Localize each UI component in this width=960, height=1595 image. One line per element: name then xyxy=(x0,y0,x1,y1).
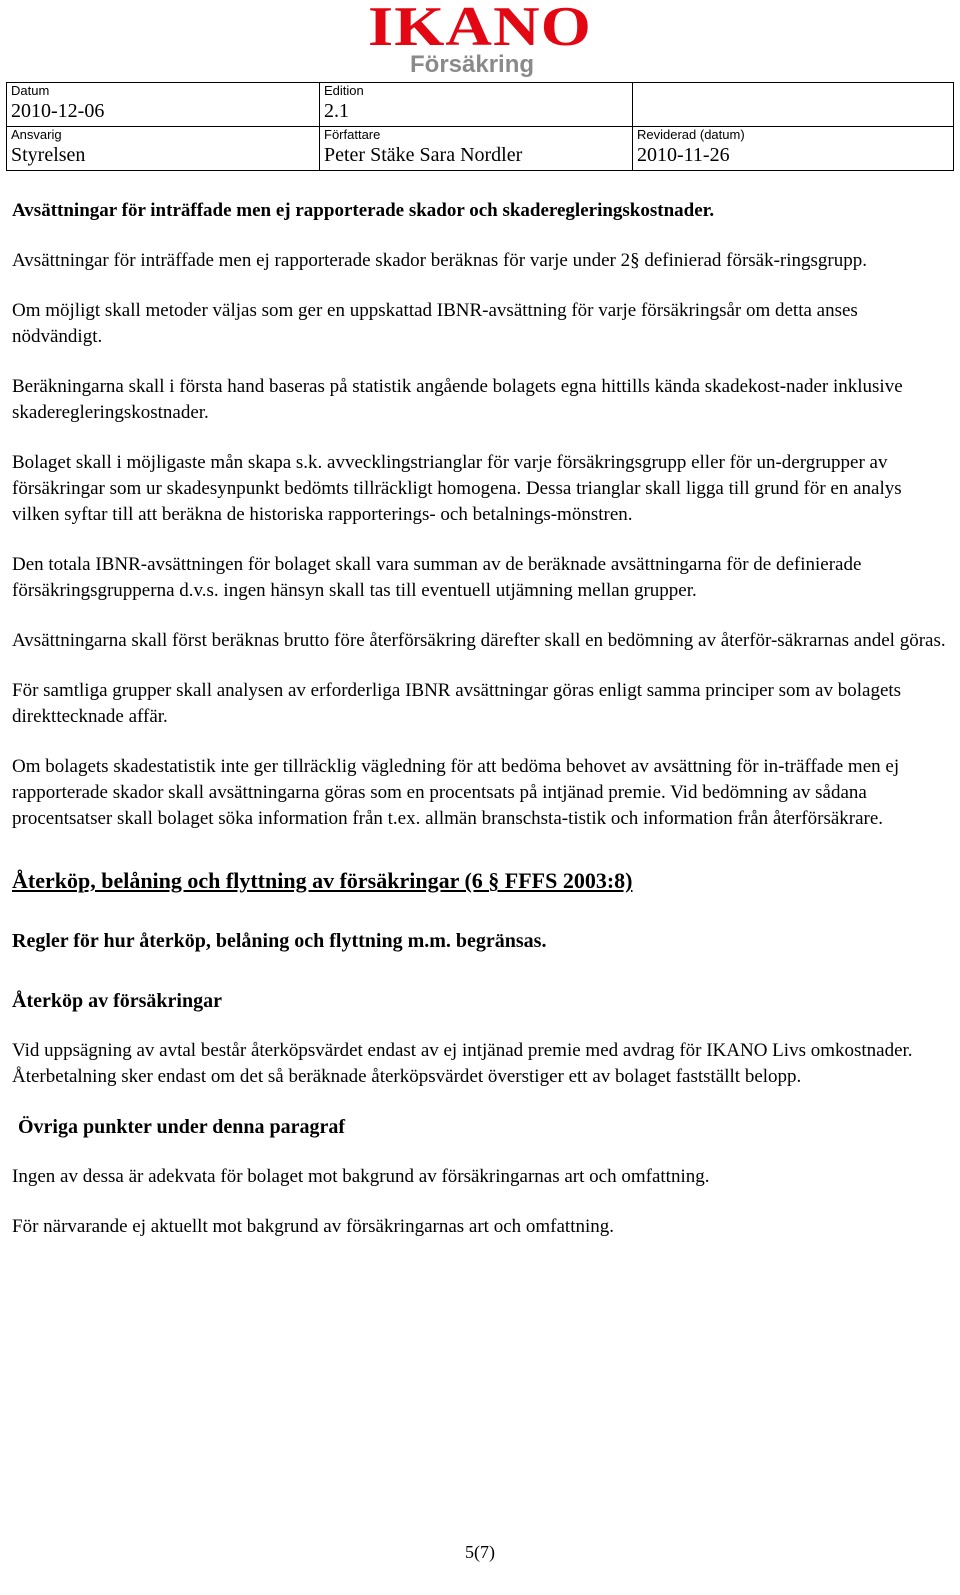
section-heading-aterkop: Återköp, belåning och flyttning av försäkringar (6 § FFFS 2003:8) xyxy=(12,868,633,893)
paragraph: Om bolagets skadestatistik inte ger tillräcklig vägledning för att bedöma behovet av avsättning för in-träffade men ej rapporterade skador skall avsättningarna göras som en procentsats på intjänad premie. Vid bedömning av sådana procentsatser skall bolaget söka information från t.ex. allmän branschsta-tistik och information från återförsäkrare. xyxy=(12,756,900,829)
ansvarig-cell xyxy=(7,127,320,171)
paragraph: Om möjligt skall metoder väljas som ger en uppskattad IBNR-avsättning för varje försäkringsår om detta anses nödvändigt. xyxy=(12,300,858,347)
reviderad-value: 2010-11-26 xyxy=(637,144,730,166)
reviderad-label: Reviderad (datum) xyxy=(637,127,745,142)
reviderad-cell xyxy=(633,127,954,171)
ansvarig-value: Styrelsen xyxy=(11,144,86,166)
document-body xyxy=(12,198,947,1240)
ansvarig-label: Ansvarig xyxy=(11,127,62,142)
document-meta-table xyxy=(6,82,954,171)
subheading-aterkop: Återköp av försäkringar xyxy=(12,990,222,1012)
edition-cell xyxy=(320,83,633,127)
paragraph: Bolaget skall i möjligaste mån skapa s.k. avvecklingstrianglar för varje försäkringsgrupp eller för un-dergrupper av försäkringar som ur skadesynpunkt bedömts tillräckligt homogena. Dessa trianglar skall ligga till grund för en analys vilken syftar till att beräkna de historiska rapporterings- och betalnings-mönstren. xyxy=(12,452,902,525)
edition-label: Edition xyxy=(324,83,364,98)
forfattare-cell xyxy=(320,127,633,171)
datum-cell xyxy=(7,83,320,127)
paragraph: Avsättningarna skall först beräknas brutto före återförsäkring därefter skall en bedömning av återför-säkrarnas andel göras. xyxy=(12,630,946,651)
section-heading-ibnr: Avsättningar för inträffade men ej rapporterade skador och skaderegleringskostnader. xyxy=(12,200,715,221)
datum-value: 2010-12-06 xyxy=(11,100,105,122)
logo-brand: IKANO xyxy=(367,0,592,58)
subheading-regler: Regler för hur återköp, belåning och flyttning m.m. begränsas. xyxy=(12,930,547,952)
forfattare-label: Författare xyxy=(324,127,381,142)
logo-subtitle: Försäkring xyxy=(410,51,535,78)
forfattare-value: Peter Stäke Sara Nordler xyxy=(324,144,523,166)
page-number: 5(7) xyxy=(465,1542,495,1562)
paragraph: Ingen av dessa är adekvata för bolaget mot bakgrund av försäkringarnas art och omfattning. xyxy=(12,1166,710,1187)
paragraph: Avsättningar för inträffade men ej rapporterade skador beräknas för varje under 2§ definierad försäk-ringsgrupp. xyxy=(12,250,868,271)
paragraph: För samtliga grupper skall analysen av erforderliga IBNR avsättningar göras enligt samma principer som av bolagets direkttecknade affär. xyxy=(12,680,902,727)
datum-label: Datum xyxy=(11,83,50,98)
paragraph: Beräkningarna skall i första hand baseras på statistik angående bolagets egna hittills kända skadekost-nader inklusive skaderegleringskostnader. xyxy=(12,376,903,423)
ikano-logo xyxy=(367,0,592,82)
subheading-ovriga: Övriga punkter under denna paragraf xyxy=(18,1116,346,1138)
paragraph: För närvarande ej aktuellt mot bakgrund av försäkringarnas art och omfattning. xyxy=(12,1216,614,1237)
paragraph: Den totala IBNR-avsättningen för bolaget skall vara summan av de beräknade avsättningarna för de definierade försäkringsgrupperna d.v.s. ingen hänsyn skall tas till eventuell utjämning mellan grupper. xyxy=(12,554,862,601)
empty-cell xyxy=(633,83,954,127)
paragraph: Vid uppsägning av avtal består återköpsvärdet endast av ej intjänad premie med avdrag för IKANO Livs omkostnader. Återbetalning sker endast om det så beräknade återköpsvärdet överstiger ett av bolaget fastställt belopp. xyxy=(12,1040,913,1087)
edition-value: 2.1 xyxy=(324,100,349,122)
